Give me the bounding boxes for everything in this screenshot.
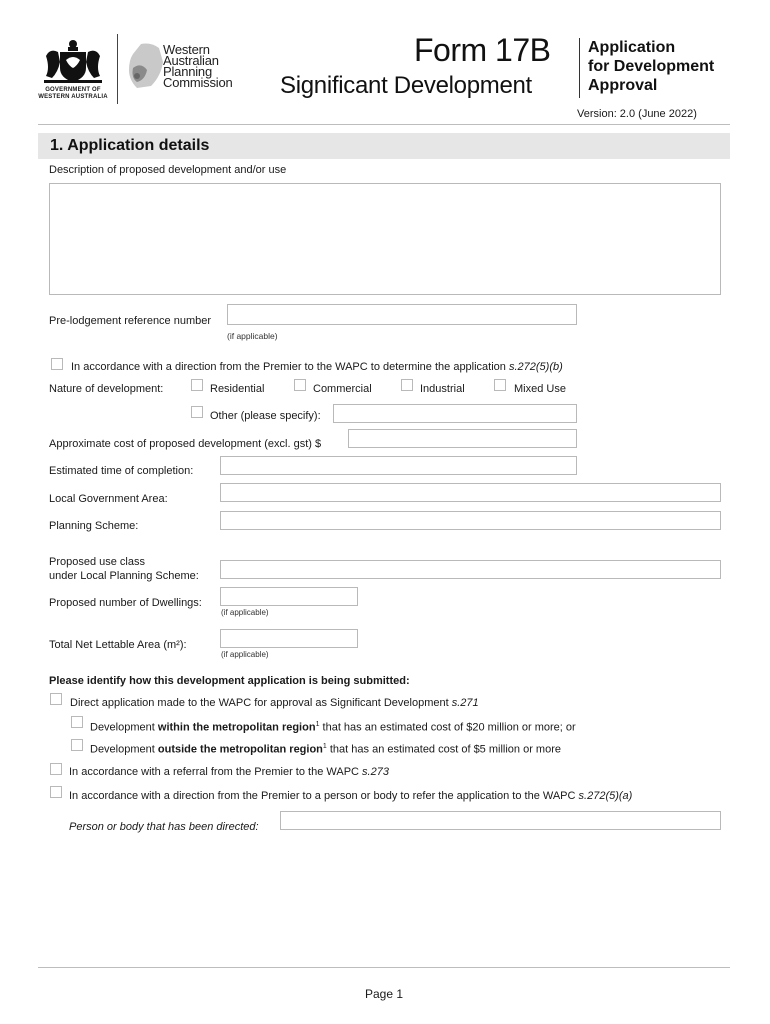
metro-footnote: 1	[315, 721, 320, 728]
dwellings-note: (if applicable)	[221, 608, 269, 617]
prelodgement-label: Pre-lodgement reference number	[49, 315, 212, 327]
outside-bold-text: outside the metropolitan region	[157, 743, 323, 756]
person-input[interactable]	[280, 811, 721, 830]
direct-application-text: Direct application made to the WAPC for approval as Significant Development	[70, 697, 449, 709]
metro-post-text: that has an estimated cost of $20 million or more; or	[322, 721, 576, 734]
wapc-line-3: Planning	[163, 64, 212, 79]
coat-of-arms-icon	[38, 38, 108, 84]
metro-bold-text: within the metropolitan region	[157, 721, 316, 734]
govt-line-1: GOVERNMENT OF	[45, 87, 101, 93]
scheme-input[interactable]	[220, 511, 721, 530]
cost-label: Approximate cost of proposed development (excl. gst) $	[49, 438, 322, 450]
commercial-label: Commercial	[313, 383, 372, 395]
use-class-label	[49, 555, 199, 583]
description-textarea[interactable]	[49, 183, 721, 295]
govt-line-2: WESTERN AUSTRALIA	[38, 94, 108, 100]
person-label: Person or body that has been directed:	[69, 821, 259, 833]
use-class-line-1: Proposed use class	[49, 556, 145, 568]
nature-label: Nature of development:	[49, 383, 164, 395]
application-title	[588, 38, 714, 95]
metro-region-checkbox[interactable]	[71, 716, 83, 728]
form-number: Form 17B	[414, 32, 551, 68]
premier-direction-checkbox[interactable]	[51, 358, 63, 370]
nla-label: Total Net Lettable Area (m²):	[49, 639, 187, 651]
app-title-line-1: Application	[588, 39, 676, 56]
direction-text: In accordance with a direction from the Premier to a person or body to refer the application to the WAPC	[69, 790, 576, 802]
direct-application-label	[70, 697, 479, 709]
referral-text: In accordance with a referral from the Premier to the WAPC	[69, 766, 359, 778]
wapc-logo	[127, 42, 247, 92]
other-checkbox[interactable]	[191, 406, 203, 418]
outside-metro-checkbox[interactable]	[71, 739, 83, 751]
completion-input[interactable]	[220, 456, 577, 475]
referral-checkbox[interactable]	[50, 763, 62, 775]
outside-footnote: 1	[322, 743, 327, 750]
commercial-checkbox[interactable]	[294, 379, 306, 391]
form-title: Significant Development	[280, 72, 532, 99]
use-class-input[interactable]	[220, 560, 721, 579]
metro-pre-text: Development	[90, 721, 155, 734]
direct-application-ref: s.271	[451, 697, 479, 709]
referral-label	[69, 766, 389, 778]
industrial-checkbox[interactable]	[401, 379, 413, 391]
other-label: Other (please specify):	[210, 410, 321, 422]
direct-application-checkbox[interactable]	[50, 693, 62, 705]
outside-post-text: that has an estimated cost of $5 million or more	[329, 743, 561, 756]
metro-region-label	[90, 721, 576, 734]
description-label: Description of proposed development and/or use	[49, 164, 287, 176]
header-divider	[117, 34, 118, 104]
premier-direction-text: In accordance with a direction from the Premier to the WAPC to determine the application	[71, 361, 506, 373]
industrial-label: Industrial	[420, 383, 465, 395]
referral-ref: s.273	[362, 766, 389, 778]
wa-map-icon	[127, 42, 165, 90]
dwellings-label: Proposed number of Dwellings:	[49, 597, 202, 609]
nla-note: (if applicable)	[221, 650, 269, 659]
lga-label: Local Government Area:	[49, 493, 168, 505]
app-title-line-3: Approval	[588, 77, 658, 94]
outside-pre-text: Development	[90, 743, 155, 756]
section-header	[38, 133, 730, 159]
mixed-use-label: Mixed Use	[514, 383, 566, 395]
residential-checkbox[interactable]	[191, 379, 203, 391]
version-label: Version: 2.0 (June 2022)	[577, 108, 697, 120]
other-input[interactable]	[333, 404, 577, 423]
wapc-line-1: Western	[163, 42, 210, 57]
direction-checkbox[interactable]	[50, 786, 62, 798]
use-class-line-2: under Local Planning Scheme:	[49, 570, 199, 582]
section-title: 1. Application details	[50, 137, 210, 154]
lga-input[interactable]	[220, 483, 721, 502]
footer-rule	[38, 967, 730, 968]
page-number: Page 1	[365, 987, 404, 1001]
submission-heading: Please identify how this development application is being submitted:	[49, 675, 410, 687]
cost-input[interactable]	[348, 429, 577, 448]
prelodgement-note: (if applicable)	[227, 331, 278, 341]
header-rule	[38, 124, 730, 125]
mixed-use-checkbox[interactable]	[494, 379, 506, 391]
prelodgement-input[interactable]	[227, 304, 577, 325]
direction-ref: s.272(5)(a)	[578, 790, 633, 802]
premier-direction-ref: s.272(5)(b)	[508, 361, 563, 373]
scheme-label: Planning Scheme:	[49, 520, 139, 532]
wapc-line-2: Australian	[163, 53, 219, 68]
govt-logo	[38, 38, 108, 102]
completion-label: Estimated time of completion:	[49, 465, 194, 477]
outside-metro-label	[90, 743, 561, 756]
dwellings-input[interactable]	[220, 587, 358, 606]
app-title-line-2: for Development	[588, 58, 715, 75]
premier-direction-label	[71, 361, 563, 373]
title-divider	[579, 38, 580, 98]
nla-input[interactable]	[220, 629, 358, 648]
residential-label: Residential	[210, 383, 265, 395]
direction-label	[69, 790, 632, 802]
wapc-line-4: Commission	[163, 75, 233, 90]
